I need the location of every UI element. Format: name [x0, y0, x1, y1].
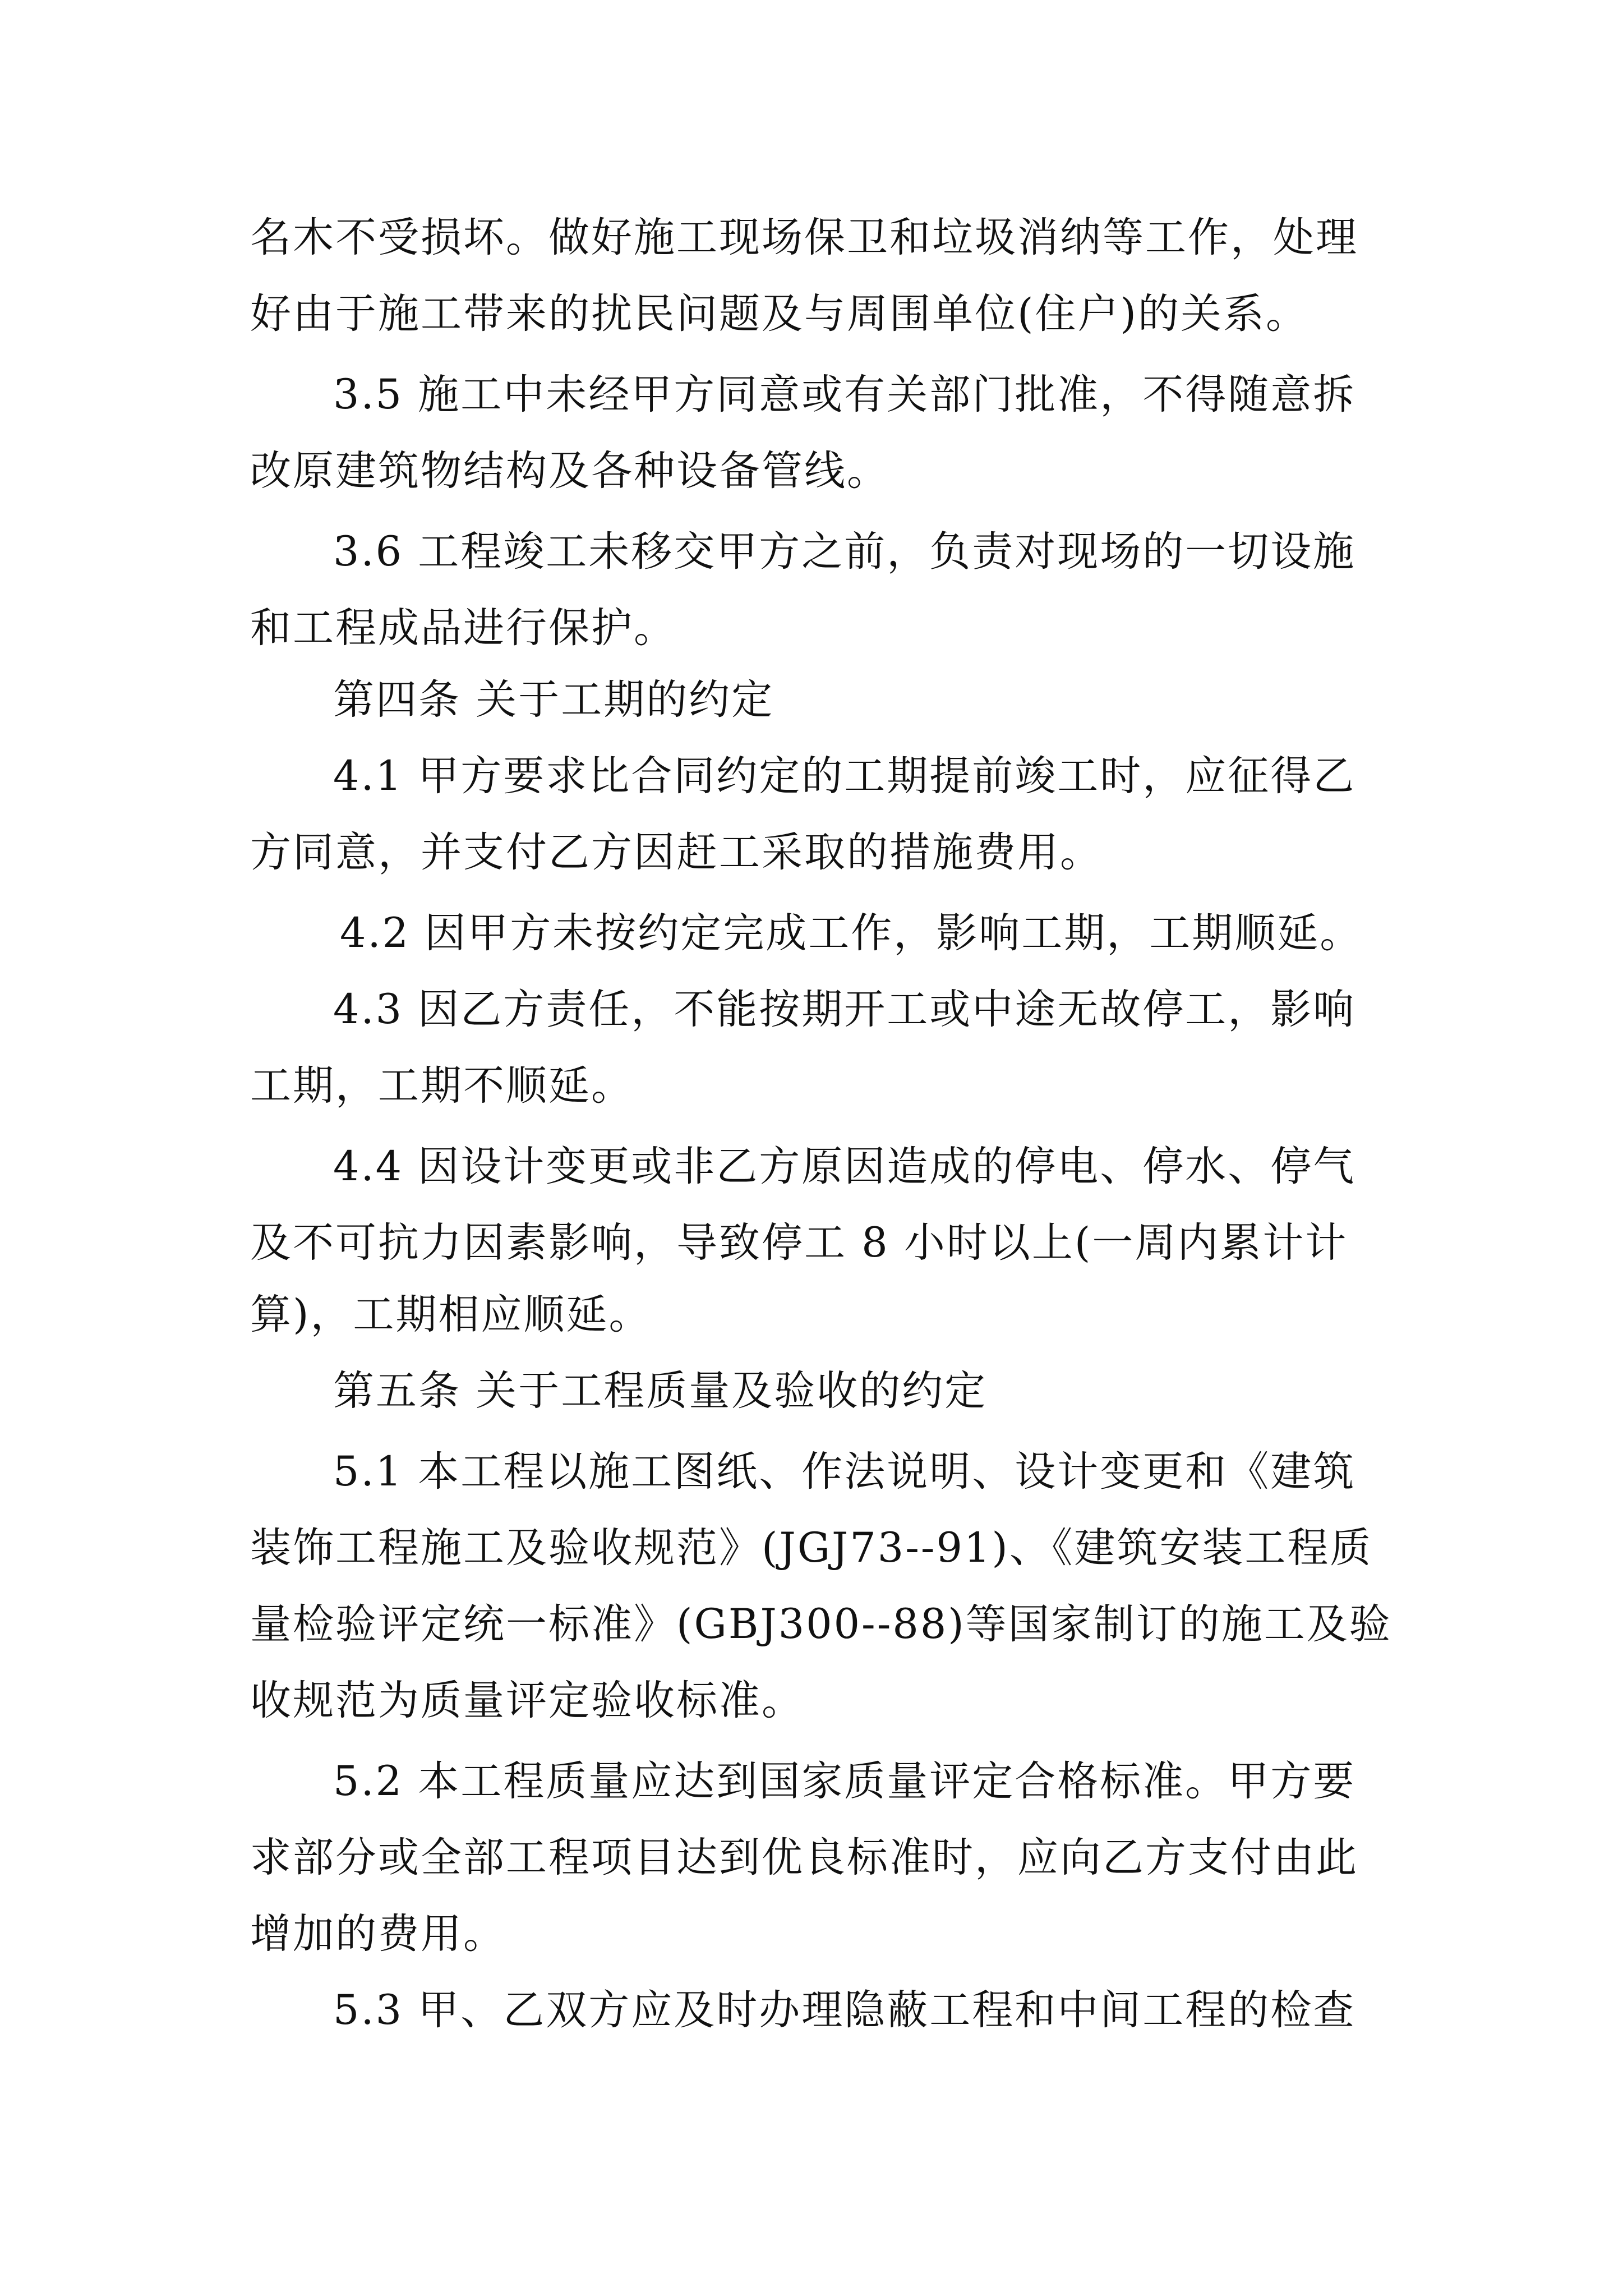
paragraph-line: 工期，工期不顺延。: [250, 1062, 634, 1110]
paragraph-line: 名木不受损坏。做好施工现场保卫和垃圾消纳等工作，处理: [250, 214, 1358, 261]
clause-4-4-line: 4.4 因设计变更或非乙方原因造成的停电、停水、停气: [333, 1143, 1356, 1190]
clause-4-2-line: 4.2 因甲方未按约定完成工作，影响工期，工期顺延。: [340, 909, 1363, 957]
paragraph-line: 及不可抗力因素影响，导致停工 8 小时以上(一周内累计计: [250, 1219, 1348, 1267]
paragraph-line: 装饰工程施工及验收规范》(JGJ73--91)、《建筑安装工程质: [250, 1524, 1373, 1572]
paragraph-line: 求部分或全部工程项目达到优良标准时，应向乙方支付由此: [250, 1834, 1358, 1881]
paragraph-line: 量检验评定统一标准》(GBJ300--88)等国家制订的施工及验: [250, 1600, 1392, 1648]
clause-4-1-line: 4.1 甲方要求比合同约定的工期提前竣工时，应征得乙: [333, 752, 1356, 800]
paragraph-line: 方同意，并支付乙方因赶工采取的措施费用。: [250, 829, 1103, 876]
clause-4-3-line: 4.3 因乙方责任，不能按期开工或中途无故停工，影响: [333, 986, 1356, 1033]
section-heading-article-4: 第四条 关于工期的约定: [333, 676, 774, 724]
clause-5-1-line: 5.1 本工程以施工图纸、作法说明、设计变更和《建筑: [333, 1448, 1356, 1496]
clause-5-3-line: 5.3 甲、乙双方应及时办理隐蔽工程和中间工程的检查: [333, 1986, 1356, 2034]
paragraph-line: 增加的费用。: [250, 1910, 506, 1958]
paragraph-line: 收规范为质量评定验收标准。: [250, 1677, 804, 1724]
paragraph-line: 好由于施工带来的扰民问题及与周围单位(住户)的关系。: [250, 290, 1308, 338]
paragraph-line: 和工程成品进行保护。: [250, 604, 676, 652]
section-heading-article-5: 第五条 关于工程质量及验收的约定: [333, 1367, 988, 1415]
clause-3-6-line: 3.6 工程竣工未移交甲方之前，负责对现场的一切设施: [333, 528, 1356, 576]
paragraph-line: 算)，工期相应顺延。: [250, 1291, 652, 1338]
paragraph-line: 改原建筑物结构及各种设备管线。: [250, 447, 889, 495]
clause-3-5-line: 3.5 施工中未经甲方同意或有关部门批准，不得随意拆: [333, 371, 1356, 418]
clause-5-2-line: 5.2 本工程质量应达到国家质量评定合格标准。甲方要: [333, 1757, 1356, 1805]
